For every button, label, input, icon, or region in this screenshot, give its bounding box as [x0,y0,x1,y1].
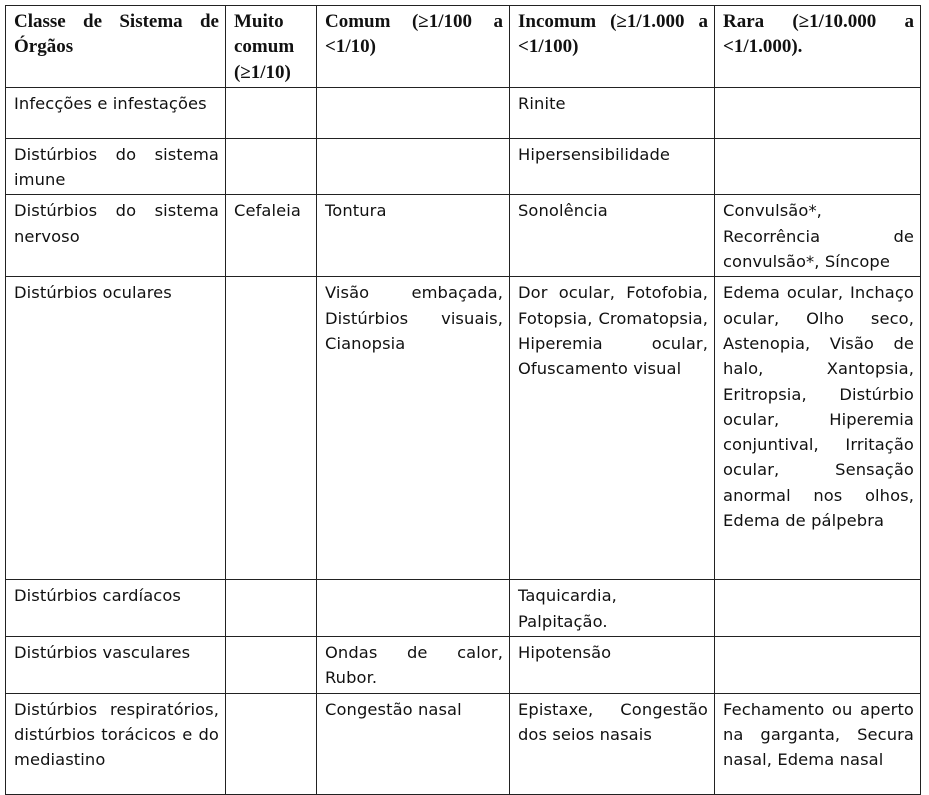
common-cell [317,138,510,195]
uncommon-cell: Epistaxe, Congestão dos seios nasais [510,693,715,794]
uncommon-cell: Dor ocular, Fotofobia, Fotopsia, Cromatopsia, Hiperemia ocular, Ofuscamento visual [510,277,715,580]
header-common: Comum (≥1/100 a <1/10) [317,6,510,88]
header-rare: Rara (≥1/10.000 a <1/1.000). [715,6,921,88]
very-common-cell [226,693,317,794]
table-row [6,693,921,794]
organ-system-cell: Distúrbios do sistema imune [6,138,226,195]
common-cell [317,87,510,138]
common-cell: Congestão nasal [317,693,510,794]
table-row [6,636,921,693]
very-common-cell [226,138,317,195]
rare-cell [715,87,921,138]
rare-cell: Fechamento ou aperto na garganta, Secura nasal, Edema nasal [715,693,921,794]
organ-system-cell: Distúrbios do sistema nervoso [6,195,226,277]
table-header-row [6,6,921,88]
header-organ-system-class: Classe de Sistema de Órgãos [6,6,226,88]
uncommon-cell: Rinite [510,87,715,138]
very-common-cell [226,636,317,693]
table-row [6,277,921,580]
common-cell: Ondas de calor, Rubor. [317,636,510,693]
rare-cell [715,138,921,195]
very-common-cell [226,87,317,138]
uncommon-cell: Taquicardia, Palpitação. [510,580,715,637]
rare-cell: Edema ocular, Inchaço ocular, Olho seco, Astenopia, Visão de halo, Xantopsia, Eritropsia, Distúrbio ocular, Hiperemia conjuntival, Irritação ocular, Sensação anormal nos olhos, Edema de pálpebra [715,277,921,580]
common-cell: Tontura [317,195,510,277]
common-cell: Visão embaçada, Distúrbios visuais, Cianopsia [317,277,510,580]
table-row [6,195,921,277]
uncommon-cell: Hipersensibilidade [510,138,715,195]
rare-cell: Convulsão*, Recorrência de convulsão*, Síncope [715,195,921,277]
rare-cell [715,580,921,637]
rare-cell [715,636,921,693]
organ-system-cell: Distúrbios respiratórios, distúrbios torácicos e do mediastino [6,693,226,794]
common-cell [317,580,510,637]
organ-system-cell: Infecções e infestações [6,87,226,138]
organ-system-cell: Distúrbios cardíacos [6,580,226,637]
table-row [6,580,921,637]
uncommon-cell: Hipotensão [510,636,715,693]
adverse-reactions-table [5,5,921,795]
organ-system-cell: Distúrbios oculares [6,277,226,580]
table-row [6,87,921,138]
very-common-cell [226,277,317,580]
very-common-cell: Cefaleia [226,195,317,277]
very-common-cell [226,580,317,637]
header-uncommon: Incomum (≥1/1.000 a <1/100) [510,6,715,88]
uncommon-cell: Sonolência [510,195,715,277]
table-row [6,138,921,195]
organ-system-cell: Distúrbios vasculares [6,636,226,693]
header-very-common: Muito comum (≥1/10) [226,6,317,88]
